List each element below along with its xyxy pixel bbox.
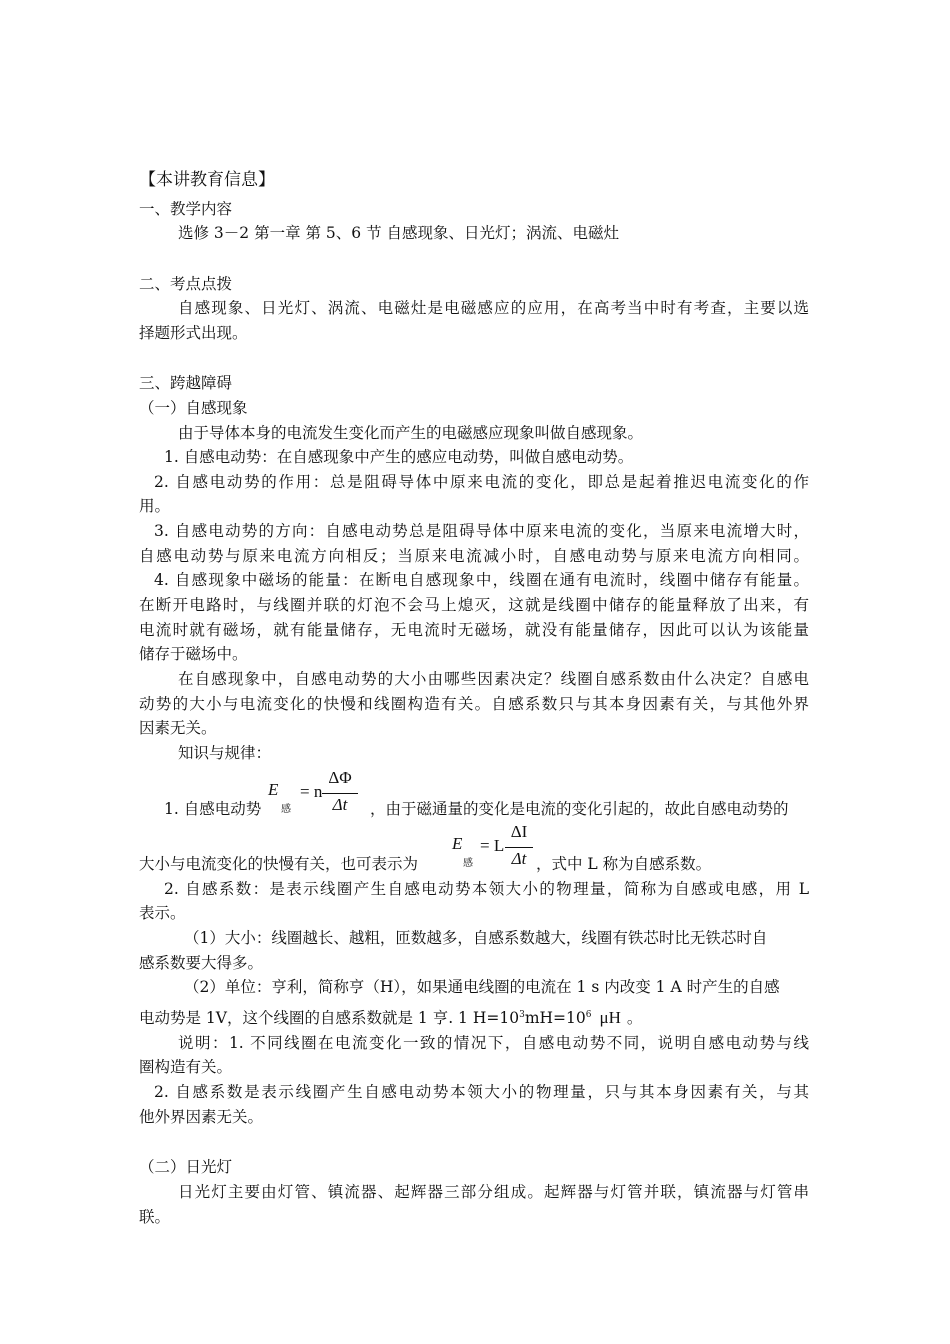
knowledge-unit-line-1: （2）单位：亨利，简称亨（H），如果通电线圈的电流在 1 s 内改变 1 A 时产生的自感 bbox=[184, 978, 780, 996]
formula-1-denominator: Δt bbox=[332, 795, 348, 814]
point-2-line-2: 用。 bbox=[139, 497, 171, 515]
formula-2-e: E bbox=[452, 834, 463, 853]
point-4-line-3: 电流时就有磁场，就有能量储存，无电流时无磁场，就没有能量储存，因此可以认为该能量 bbox=[139, 621, 809, 639]
point-4-line-4: 储存于磁场中。 bbox=[139, 645, 248, 663]
note-2-line-2: 他外界因素无关。 bbox=[139, 1108, 264, 1126]
point-3-line-1: 3. 自感电动势的方向：自感电动势总是阻碍导体中原来电流的变化，当原来电流增大时， bbox=[154, 522, 809, 540]
point-1: 1. 自感电动势：在自感现象中产生的感应电动势，叫做自感电动势。 bbox=[164, 448, 634, 466]
formula-2-fraction-bar bbox=[505, 847, 533, 848]
formula-2-subscript: 感 bbox=[463, 858, 473, 869]
section-1-body: 选修 3－2 第一章 第 5、6 节 自感现象、日光灯；涡流、电磁灶 bbox=[178, 224, 620, 242]
formula-1-equals-n: = n bbox=[300, 782, 323, 801]
fluorescent-line-2: 联。 bbox=[139, 1208, 171, 1226]
section-2-line-1: 自感现象、日光灯、涡流、电磁灶是电磁感应的应用，在高考当中时有考查，主要以选 bbox=[178, 299, 809, 317]
section-2-heading: 二、考点点拨 bbox=[139, 275, 233, 293]
knowledge-2-line-1: 2. 自感系数：是表示线圈产生自感电动势本领大小的物理量，简称为自感或电感，用 L bbox=[164, 880, 809, 898]
section-1-heading: 一、教学内容 bbox=[139, 200, 233, 218]
fluorescent-line-1: 日光灯主要由灯管、镇流器、起辉器三部分组成。起辉器与灯管并联，镇流器与灯管串 bbox=[178, 1183, 809, 1201]
knowledge-size-line-2: 感系数要大得多。 bbox=[139, 954, 264, 972]
knowledge-heading: 知识与规律： bbox=[178, 744, 272, 762]
knowledge-size-line-1: （1）大小：线圈越长、越粗，匝数越多，自感系数越大，线圈有铁芯时比无铁芯时自 bbox=[184, 929, 768, 947]
formula-1-e: E bbox=[268, 780, 279, 799]
knowledge-1-end: ，式中 L 称为自感系数。 bbox=[536, 855, 712, 873]
knowledge-1-cont: 大小与电流变化的快慢有关，也可表示为 bbox=[139, 855, 419, 873]
question-line-3: 因素无关。 bbox=[139, 719, 217, 737]
knowledge-1-rest: ，由于磁通量的变化是电流的变化引起的，故此自感电动势的 bbox=[370, 800, 789, 818]
note-1-line-1: 说明：1. 不同线圈在电流变化一致的情况下，自感电动势不同，说明自感电动势与线 bbox=[178, 1034, 809, 1052]
subsection-fluorescent-lamp-heading: （二）日光灯 bbox=[139, 1158, 233, 1176]
section-2-line-2: 择题形式出现。 bbox=[139, 324, 248, 342]
point-4-line-2: 在断开电路时，与线圈并联的灯泡不会马上熄灭，这就是线圈中储存的能量释放了出来，有 bbox=[139, 596, 809, 614]
formula-2-equals-l: = L bbox=[480, 836, 505, 855]
knowledge-unit-line-2: 电动势是 1V，这个线圈的自感系数就是 1 亨. 1 $H=10^3mH=10^6$ μH 。 bbox=[139, 1008, 643, 1027]
subsection-self-induction-heading: （一）自感现象 bbox=[139, 399, 248, 417]
formula-2-numerator: ΔI bbox=[510, 822, 528, 841]
note-1-line-2: 圈构造有关。 bbox=[139, 1058, 233, 1076]
formula-1-fraction-bar bbox=[322, 793, 358, 794]
section-3-heading: 三、跨越障碍 bbox=[139, 374, 233, 392]
point-2-line-1: 2. 自感电动势的作用：总是阻碍导体中原来电流的变化，即总是起着推迟电流变化的作 bbox=[154, 473, 809, 491]
formula-2-denominator: Δt bbox=[511, 849, 527, 868]
knowledge-2-line-2: 表示。 bbox=[139, 904, 186, 922]
note-2-line-1: 2. 自感系数是表示线圈产生自感电动势本领大小的物理量，只与其本身因素有关，与其 bbox=[154, 1083, 809, 1101]
question-line-1: 在自感现象中，自感电动势的大小由哪些因素决定？线圈自感系数由什么决定？自感电 bbox=[178, 670, 809, 688]
point-3-line-2: 自感电动势与原来电流方向相反；当原来电流减小时，自感电动势与原来电流方向相同。 bbox=[139, 547, 809, 565]
formula-1-subscript: 感 bbox=[281, 804, 291, 815]
question-line-2: 动势的大小与电流变化的快慢和线圈构造有关。自感系数只与其本身因素有关，与其他外界 bbox=[139, 695, 809, 713]
self-induction-intro: 由于导体本身的电流发生变化而产生的电磁感应现象叫做自感现象。 bbox=[178, 424, 644, 442]
formula-1-numerator: ΔΦ bbox=[328, 768, 352, 787]
knowledge-1-label: 1. 自感电动势 bbox=[164, 800, 262, 818]
point-4-line-1: 4. 自感现象中磁场的能量：在断电自感现象中，线圈在通有电流时，线圈中储存有能量。 bbox=[154, 571, 809, 589]
page-title: 【本讲教育信息】 bbox=[139, 170, 275, 190]
